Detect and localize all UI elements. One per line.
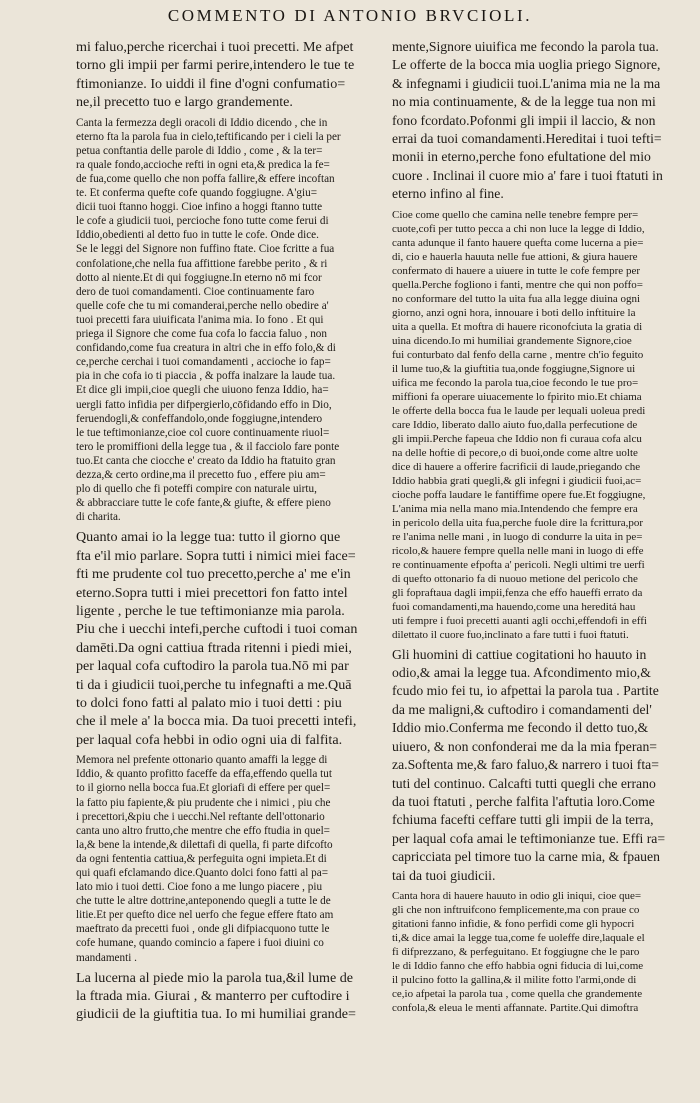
psalm-text-block: [76, 528, 382, 749]
text-line: Quanto amai io la legge tua: tutto il giorno que: [76, 529, 341, 546]
text-line: ce,perche cerchai i tuoi comandamenti , accioche io fap=: [76, 356, 331, 369]
text-line: cuore . Inclinai il cuore mio a' fare i tuoi ftatuti in: [392, 167, 663, 183]
text-line: eterno infino al fine.: [392, 186, 504, 202]
text-line: di charita.: [76, 511, 121, 524]
text-line: giorno, anzi ogni hora, innouare i boti dello inftituire la: [392, 306, 636, 319]
text-line: Piu che i uecchi intefi,perche cuftodi i tuoi coman: [76, 621, 358, 638]
text-line: la ftrada mia. Giurai , & manterro per cuftodire i: [76, 988, 350, 1005]
text-line: i precettori,&piu che i uecchi.Nel reftante dell'ottonario: [76, 810, 325, 823]
text-line: di, cio e hauerla hauuta nelle fue attioni, & giura hauere: [392, 250, 638, 263]
text-line: fti me prudente col tuo precetto,perche a' me e'in: [76, 566, 351, 583]
text-line: Memora nel prefente ottonario quanto amaffi la legge di: [76, 754, 328, 767]
text-line: na delle hoftie di pecore,o di buoi,onde come altre uolte: [392, 446, 638, 459]
text-line: ti da i giudicii tuoi,perche tu infegnafti a me.Quā: [76, 676, 352, 693]
text-line: no mia continuamente, & de la legge tua non mi: [392, 94, 656, 110]
text-line: te. Et conferma quefte cofe quando foggiugne. A'giu=: [76, 187, 318, 200]
text-line: lato mio i tuoi detti. Cioe fono a me lungo piacere , piu: [76, 881, 323, 894]
text-line: L'anima mia nella mano mia.Intendendo che fempre era: [392, 502, 638, 515]
text-line: priega il Signore che come fua cofa lo faccia faluo , non: [76, 328, 327, 341]
text-line: gli che non inftruifcono femplicemente,ma con praue co: [392, 903, 640, 916]
text-line: Canta hora di hauere hauuto in odio gli iniqui, cioe que=: [392, 889, 642, 902]
text-line: dicii tuoi ftanno hoggi. Cioe infino a hoggi ftanno tutte: [76, 201, 323, 214]
text-line: to il giorno nella bocca fua.Et gloriafi di effere per quel=: [76, 782, 331, 795]
text-line: cuote,cofi per tutto pecca a chi non luce la legge di Iddio,: [392, 222, 645, 235]
text-line: cofe humane, quando comincio a fapere i fuoi diuini co: [76, 937, 324, 950]
text-line: torno gli impii per farmi perire,intendero le tue te: [76, 57, 355, 74]
text-line: re continuamente efpofta a' pericoli. Negli ultimi tre uerfi: [392, 558, 645, 571]
text-line: ti,& dice amai la legge tua,come fe uoleffe dire,laquale el: [392, 931, 645, 944]
text-line: capricciata pel timore tuo la carne mia, & fpauen: [392, 849, 660, 865]
text-line: uiuero, & non confonderai me da la mia fperan=: [392, 738, 658, 754]
text-line: ne,il precetto tuo e largo grandemente.: [76, 94, 293, 111]
text-line: fi difprezzano, & perfeguitano. Et foggiugne che le paro: [392, 945, 640, 958]
text-line: de fua,come quello che non poffa fallire,& effere incoftan: [76, 173, 335, 185]
commentary-block: [392, 208, 692, 642]
text-line: quelle cofe che tu mi comanderai,perche nello obedire a': [76, 299, 329, 312]
text-line: per laqual cofa hebbi in odio ogni uia di falfita.: [76, 731, 343, 748]
text-line: to dolci fono fatti al palato mio i tuoi detti : piu: [76, 695, 342, 711]
text-line: ra quale fondo,accioche refti in ogni eta,& predica la fe=: [76, 158, 330, 171]
text-line: re l'anima nelle mani , in luogo di condurre la uita in pe=: [392, 530, 643, 543]
text-line: canta adunque il fanto hauere quefta come lucerna a pie=: [392, 236, 644, 249]
text-line: in pericolo della uita fua,perche fuole dire la fcrittura,por: [392, 516, 644, 529]
text-line: feruendogli,& confeffandolo,onde foggiugne,intendero: [76, 412, 323, 425]
text-line: il lume tuo,& la giuftitia tua,onde foggiugne,Signore ui: [392, 362, 636, 375]
text-line: Se le leggi del Signore non fuffino ftate. Cioe fcritte a fua: [76, 243, 335, 256]
text-line: litie.Et per quefto dice nel uerfo che fegue effere ftato am: [76, 909, 334, 922]
text-line: gli impii.Perche fapeua che Iddio non fi curaua cofa alcu: [392, 432, 642, 445]
psalm-text-block: [392, 646, 692, 885]
text-line: fuoi comandamenti,ma hauendo,come una hereditá hau: [392, 600, 636, 613]
text-line: uita a quella. Et moftra di hauere riconofciuta la gratia di: [392, 320, 643, 333]
text-line: da me maligni,& cuftodiro i comandamenti del': [392, 701, 652, 717]
text-line: uti fempre i fuoi precetti auanti agli occhi,effendofi in effi: [392, 614, 647, 627]
text-line: per laqual cofa cuftodiro la parola tua.Nō mi par: [76, 658, 349, 675]
text-line: mente,Signore uiuifica me fecondo la parola tua.: [392, 39, 659, 54]
text-line: odio,& amai la legge tua. Afcondimento mio,&: [392, 665, 651, 681]
text-line: mandamenti .: [76, 951, 137, 964]
text-line: & abbracciare tutte le cofe fante,& giufte, & effere pieno: [76, 497, 331, 510]
text-line: Et dice gli impii,cioe quegli che uiuono fenza Iddio, ha=: [76, 384, 329, 397]
text-line: Iddio, & quanto profitto faceffe da effa,effendo quella tut: [76, 768, 332, 781]
text-line: che il mele a' la bocca mia. Da tuoi precetti intefi,: [76, 713, 357, 730]
text-line: tuo.Et canta che ciocche e' creato da Iddio ha ftatuito gran: [76, 454, 336, 467]
text-line: confidando,come fua creatura in altri che in effo folo,& di: [76, 342, 336, 355]
text-line: mi faluo,perche ricerchai i tuoi precetti. Me afpet: [76, 39, 354, 55]
psalm-text-block: [76, 969, 382, 1024]
text-line: petua conftantia delle parole di Iddio , come , & la ter=: [76, 144, 323, 157]
text-line: Iddio,obedienti al detto fuo in tutte le cofe. Onde dice.: [76, 229, 319, 242]
psalm-text-block: [392, 38, 692, 204]
text-line: giudicii de la giuftitia tua. Io mi humiliai grande=: [76, 1006, 356, 1023]
text-line: confola,& eleua le menti affannate. Partite.Qui dimoftra: [392, 1001, 639, 1014]
text-line: le di Iddio fanno che effo habbia ogni fiducia di lui,come: [392, 959, 644, 972]
text-line: tai da tuoi giudicii.: [392, 867, 496, 883]
text-line: le offerte della bocca fua le laude per lequali uoleua predi: [392, 404, 646, 417]
text-line: tero le promiffioni della legge tua , & il facciolo fare ponte: [76, 440, 340, 453]
commentary-block: [392, 889, 692, 1015]
text-line: gli fopraftaua dagli impii,fenza che effo haueffi errato da: [392, 586, 643, 599]
text-line: Canta la fermezza degli oracoli di Iddio dicendo , che in: [76, 116, 328, 129]
text-line: dotto al niente.Et di qui foggiugne.In eterno nō mi fcor: [76, 271, 322, 284]
text-line: Gli huomini di cattiue cogitationi ho hauuto in: [392, 646, 647, 662]
text-line: fono fcordato.Pofonmi gli impii il laccio, & non: [392, 112, 656, 128]
text-line: per laqual cofa amai le teftimonianze tue. Effi ra=: [392, 830, 666, 846]
text-line: miffioni fa operare uiuacemente lo fpirito mio.Et chiama: [392, 390, 642, 403]
text-line: ligente , perche le tue teftimonianze mia parola.: [76, 602, 345, 619]
text-line: di quefto ottonario fa di nuouo metione del pericolo che: [392, 572, 638, 585]
text-line: qui quafi efclamando dice.Quanto dolci fono fatti al pa=: [76, 866, 329, 879]
commentary-block: [76, 116, 382, 525]
text-line: Iddio mio.Conferma me fecondo il detto tuo,&: [392, 720, 649, 736]
text-line: dilettato il cuore fuo,inclinato a fare tutti i fuoi ftatuti.: [392, 628, 629, 641]
psalm-text-block: [76, 38, 382, 112]
text-line: eterno.Sopra tutti i miei precettori fon fatto intel: [76, 584, 348, 601]
text-line: eterno fta la parola fua in cielo,teftificando per i cieli la per: [76, 130, 341, 143]
text-line: le cofe a giudicii tuoi, percioche fono tutte come ferui di: [76, 215, 329, 228]
text-line: uergli fatto infidia per difpergierlo,cōfidando effo in Dio,: [76, 398, 332, 411]
text-line: da ogni fententia cattiua,& perfeguita ogni impieta.Et di: [76, 852, 327, 865]
text-line: da tuoi ftatuti , perche falfita l'aftutia loro.Come: [392, 793, 655, 809]
text-line: che tutte le altre dottrine,anteponendo quegli a tutte le de: [76, 895, 331, 908]
text-line: La lucerna al piede mio la parola tua,&il lume de: [76, 969, 354, 986]
text-line: dice di hauere a offerire facrificii di laude,priegando che: [392, 460, 641, 473]
text-line: tuti del continuo. Calcafti tutti quegli che errano: [392, 775, 656, 791]
text-line: Le offerte de la bocca mia uoglia priego Signore,: [392, 57, 661, 73]
left-column: [76, 38, 382, 1088]
text-line: confermato di hauere a uiuere in tutte le cofe fempre per: [392, 264, 640, 277]
commentary-block: [76, 753, 382, 964]
text-line: fui conturbato dal fenfo della carne , mentre ch'io feguito: [392, 348, 644, 361]
text-line: monii in eterno,perche fono efultatione del mio: [392, 149, 651, 165]
text-line: gitationi fanno infidie, & fono perfidi come gli hypocri: [392, 917, 635, 930]
text-line: quella.Perche fogliono i fanti, mentre che qui non poffo=: [392, 278, 643, 291]
text-line: ftimonianze. Io uiddi il fine d'ogni confumatio=: [76, 75, 346, 92]
text-line: dero de tuoi comandamenti. Cioe continuamente faro: [76, 285, 315, 298]
text-line: fcudo mio fei tu, io afpettai la parola tua . Partite: [392, 683, 659, 699]
text-line: tuoi precetti fara uiuificata l'anima mia. Io fono . Et qui: [76, 313, 324, 326]
text-line: damēti.Da ogni cattiua ftrada ritenni i piedi miei,: [76, 639, 352, 656]
text-line: confolatione,che nella fua affittione farebbe perito , & ri: [76, 257, 328, 270]
running-head: COMMENTO DI ANTONIO BRVCIOLI.: [167, 6, 533, 25]
text-line: & infegnami i giudicii tuoi.L'anima mia ne la ma: [392, 75, 661, 91]
text-line: errai da tuoi comandamenti.Hereditai i tuoi tefti=: [392, 131, 662, 147]
text-line: cioche poffa laudare le fantiffime opere fue.Et foggiugne,: [392, 488, 646, 501]
text-line: il pulcino fotto la gallina,& il milite fotto l'armi,onde di: [392, 973, 637, 986]
text-line: Cioe come quello che camina nelle tenebre fempre per=: [392, 208, 639, 221]
text-line: la fatto piu fapiente,& piu prudente che i nimici , piu che: [76, 796, 331, 809]
right-column: [392, 38, 692, 1088]
text-line: le tue teftimonianze,cioe col cuore continuamente riuol=: [76, 426, 330, 439]
text-line: canta uno altro frutto,che mentre che effo ftudia in quel=: [76, 824, 330, 837]
text-line: uifica me fecondo la parola tua,cioe fecondo le tue pro=: [392, 376, 639, 389]
text-line: care Iddio, liberato dallo aiuto fuo,dalla perfecutione de: [392, 418, 638, 431]
text-line: fta e'il mio parlare. Sopra tutti i nimici miei face=: [76, 547, 356, 564]
text-line: dezza,& certo ordine,ma il precetto fuo , effere piu am=: [76, 468, 326, 481]
text-line: Iddio habbia grati quegli,& gli infegni i giudicii fuoi,ac=: [392, 474, 642, 487]
text-line: pia in che cofa io ti piaccia , & poffa inalzare la laude tua.: [76, 370, 336, 383]
text-line: la,& bene la intende,& dilettafi di quella, fi parte difcofto: [76, 838, 333, 851]
text-line: za.Softenta me,& faro faluo,& narrero i tuoi fta=: [392, 757, 659, 773]
text-line: fchiuma facefti ceffare tutti gli impii de la terra,: [392, 812, 654, 828]
text-line: ricolo,& hauere fempre quella nelle mani in luogo di effe: [392, 544, 644, 557]
text-line: plo di quello che fi poteffi compire con naturale uirtu,: [76, 483, 317, 496]
text-line: no conformare del tutto la uita fua alla legge diuina ogni: [392, 292, 641, 305]
text-line: ce,io afpetai la parola tua , come quella che grandemente: [392, 987, 643, 1000]
text-line: maeftrato da precetti fuoi , onde gli difpiacquono tutte le: [76, 923, 330, 936]
text-line: uina dicendo.Io mi humiliai grandemente Signore,cioe: [392, 334, 632, 347]
